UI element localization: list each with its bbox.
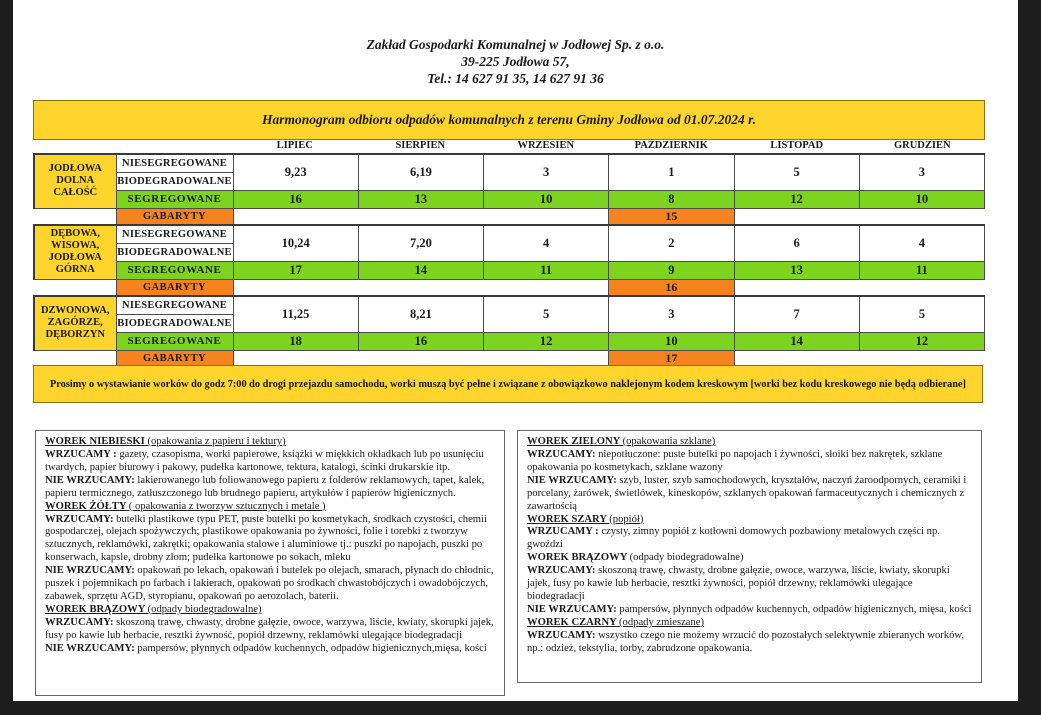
gabaryty-value: 16 [609,279,734,296]
row-label-segregowane: SEGREGOWANE [116,332,233,350]
area-label: DZWONOWA, ZAGÓRZE, DĘBORZYN [34,296,116,350]
segregated-value: 10 [484,190,609,208]
month-header: WRZESIEŃ [517,140,575,151]
bag-rule: WRZUCAMY: niepotłuczone: puste butelki po napojach i żywności, słoiki bez nakrętek, szklane opakowania po kosmetykach, szklane wazony [527,448,943,473]
mixed-value: 5 [484,296,609,332]
segregated-value: 9 [609,261,734,279]
mixed-value: 11,25 [233,296,358,332]
org-header [13,36,1018,87]
empty-cell [358,279,483,296]
segregated-value: 16 [233,190,358,208]
row-label-gabaryty: GABARYTY [116,279,233,296]
month-header: LIPIEC [276,140,313,151]
row-label-segregowane: SEGREGOWANE [116,261,233,279]
bag-rule: NIE WRZUCAMY: szyb, luster, szyb samochodowych, kryształów, naczyń żaroodpornych, ceramiki i porcelany, żarówek, świetlówek, kineskopów, szklanych opakowań farmaceutycznych i chemicznych z zawartością [527,474,967,512]
bag-rule: NIE WRZUCAMY: opakowań po lekach, opakowań i butelek po olejach, smarach, płynach do chłodnic, puszek i pojemnikach po farbach i lakierach, opakowań po środkach chwastobójczych i owadobójczych, zabawek, sprzętu AGD, styropianu, opakowań po aerozolach, baterii. [45,565,494,603]
segregated-value: 12 [734,190,859,208]
bag-heading-czarny: WOREK CZARNY (odpady zmieszane) [527,616,705,628]
mixed-value: 3 [859,154,984,190]
empty-cell [734,279,859,296]
bag-heading-szary: WOREK SZARY (popiół) [527,513,644,525]
bag-heading-niebieski: WOREK NIEBIESKI (opakowania z papieru i tektury) [45,436,286,447]
mixed-value: 5 [859,296,984,332]
empty-cell [484,279,609,296]
table-row [34,296,985,314]
schedule-title: Harmonogram odbioru odpadów komunalnych z terenu Gminy Jodłowa od 01.07.2024 r. [262,112,756,127]
table-row [34,332,985,350]
empty-cell [859,208,984,225]
bag-rule: WRZUCAMY: skoszoną trawę, chwasty, drobne gałęzie, owoce, warzywa, liście, kwiaty, skorupki jajek, fusy po kawie lub herbacie, resztki żywność, popiół drzewny, reklamówki ulegające biodegradacji [45,616,494,641]
bag-rule: NIE WRZUCAMY: pampersów, płynnych odpadów kuchennych, odpadów higienicznych,mięsa, kości [45,642,487,654]
bag-rule: WRZUCAMY: skoszoną trawę, chwasty, drobne gałęzie, owoce, warzywa, liście, kwiaty, skorupki jajek, fusy po kawie lub herbacie, resztki żywności, popiół drzewny, reklamówki ulegające biodegradacji [527,565,950,603]
notice-text: Prosimy o wystawianie worków do godz 7:00 do drogi przejazdu samochodu, worki muszą być pełne i związane z obowiązkowo naklejonym kodem kreskowym [worki bez kodu kreskowego nie będą odbierane] [50,378,966,390]
month-header: LISTOPAD [770,140,824,151]
bag-heading-brazowy: WOREK BRĄZOWY (odpady biodegradowalne) [45,603,262,615]
mixed-value: 3 [484,154,609,190]
bag-rule: WRZUCAMY : czysty, zimny popiół z kotłowni domowych pozbawiony metalowych części np. gwoździ [527,526,940,551]
bag-rule: NIE WRZUCAMY: pampersów, płynnych odpadów kuchennych, odpadów higienicznych, mięsa, kości [527,603,972,615]
row-label-gabaryty: GABARYTY [116,350,233,367]
segregated-value: 11 [859,261,984,279]
mixed-value: 9,23 [233,154,358,190]
row-label-biodegradowalne: BIODEGRADOWALNE [116,243,233,261]
segregated-value: 17 [233,261,358,279]
mixed-value: 4 [859,225,984,261]
empty-cell [233,208,358,225]
area-label: JODŁOWA DOLNA CAŁOŚĆ [34,154,116,208]
segregated-value: 12 [484,332,609,350]
month-header: SIERPIEŃ [395,140,446,151]
empty-cell [484,208,609,225]
table-row [34,154,985,172]
segregated-value: 14 [734,332,859,350]
month-header: PAŹDZIERNIK [634,140,708,151]
bag-rule: NIE WRZUCAMY: lakierowanego lub foliowanowego papieru z folderów reklamowych, tapet, kalek, papieru termicznego, zatłuszczonego lub brudnego papieru, artykułów i papierów higienicznych. [45,474,485,499]
mixed-value: 7 [734,296,859,332]
bag-info-box-left [35,430,505,696]
bag-heading-zielony: WOREK ZIELONY (opakowania szklane) [527,436,716,447]
schedule-title-bar [33,100,985,140]
row-label-biodegradowalne: BIODEGRADOWALNE [116,314,233,332]
area-label: DĘBOWA, WISOWA, JODŁOWA GÓRNA [34,225,116,279]
row-label-gabaryty: GABARYTY [116,208,233,225]
row-label-niesegregowane: NIESEGREGOWANE [116,296,233,314]
mixed-value: 6 [734,225,859,261]
empty-cell [34,208,116,225]
mixed-value: 3 [609,296,734,332]
empty-cell [859,279,984,296]
segregated-value: 14 [358,261,483,279]
row-label-segregowane: SEGREGOWANE [116,190,233,208]
scan-edge-left [0,0,13,715]
table-row [34,190,985,208]
scan-edge-right [1018,0,1041,715]
mixed-value: 5 [734,154,859,190]
bag-rule: WRZUCAMY: butelki plastikowe typu PET, puste butelki po kosmetykach, środkach czystości, chemii gospodarczej, olejach spożywczych; plastikowe opakowania po żywności, folie i torebki z tworzyw sztucznych, reklamówki, zakrętki; opakowania stalowe i aluminiowe tj.: puszki po napojach, puszki po konserwach, kapsle, drobny złom; pudełka kartonowe po sokach, mleku [45,513,487,564]
empty-cell [34,279,116,296]
mixed-value: 7,20 [358,225,483,261]
row-label-niesegregowane: NIESEGREGOWANE [116,225,233,243]
month-header-row [232,139,985,152]
mixed-value: 8,21 [358,296,483,332]
scan-edge-bottom [0,701,1041,715]
org-address: 39-225 Jodłowa 57, [461,54,570,69]
mixed-value: 2 [609,225,734,261]
segregated-value: 16 [358,332,483,350]
segregated-value: 18 [233,332,358,350]
empty-cell [233,279,358,296]
table-row [34,279,985,296]
mixed-value: 4 [484,225,609,261]
mixed-value: 6,19 [358,154,483,190]
notice-bar [33,365,983,403]
segregated-value: 13 [358,190,483,208]
table-row [34,225,985,243]
empty-cell [734,208,859,225]
row-label-biodegradowalne: BIODEGRADOWALNE [116,172,233,190]
gabaryty-value: 15 [609,208,734,225]
empty-cell [358,208,483,225]
bag-rule: WRZUCAMY: wszystko czego nie możemy wrzucić do pozostałych selektywnie zbieranych worków, np.: odzież, tekstylia, torby, zabrudzone opakowania. [527,629,964,654]
schedule-table [33,153,985,368]
bag-heading-zolty: WOREK ŻÓŁTY ( opakowania z tworzyw sztucznych i metale ) [45,500,326,512]
bag-rule: WRZUCAMY : gazety, czasopisma, worki papierowe, książki w miękkich okładkach lub po usunięciu twardych, papier biurowy i pakowy, pudełka kartonowe, tektura, katalogi, ścinki drukarskie itp. [45,448,484,473]
segregated-value: 13 [734,261,859,279]
row-label-niesegregowane: NIESEGREGOWANE [116,154,233,172]
segregated-value: 12 [859,332,984,350]
bag-heading-brazowy: WOREK BRĄZOWY (odpady biodegradowalne) [527,552,744,564]
table-row [34,261,985,279]
segregated-value: 10 [859,190,984,208]
gabaryty-value: 17 [609,350,734,367]
segregated-value: 11 [484,261,609,279]
org-name: Zakład Gospodarki Komunalnej w Jodłowej Sp. z o.o. [366,37,665,52]
mixed-value: 1 [609,154,734,190]
bag-info-box-right [517,430,982,683]
table-row [34,208,985,225]
segregated-value: 8 [609,190,734,208]
month-header: GRUDZIEŃ [893,140,951,151]
mixed-value: 10,24 [233,225,358,261]
org-phone: Tel.: 14 627 91 35, 14 627 91 36 [427,71,604,86]
segregated-value: 10 [609,332,734,350]
